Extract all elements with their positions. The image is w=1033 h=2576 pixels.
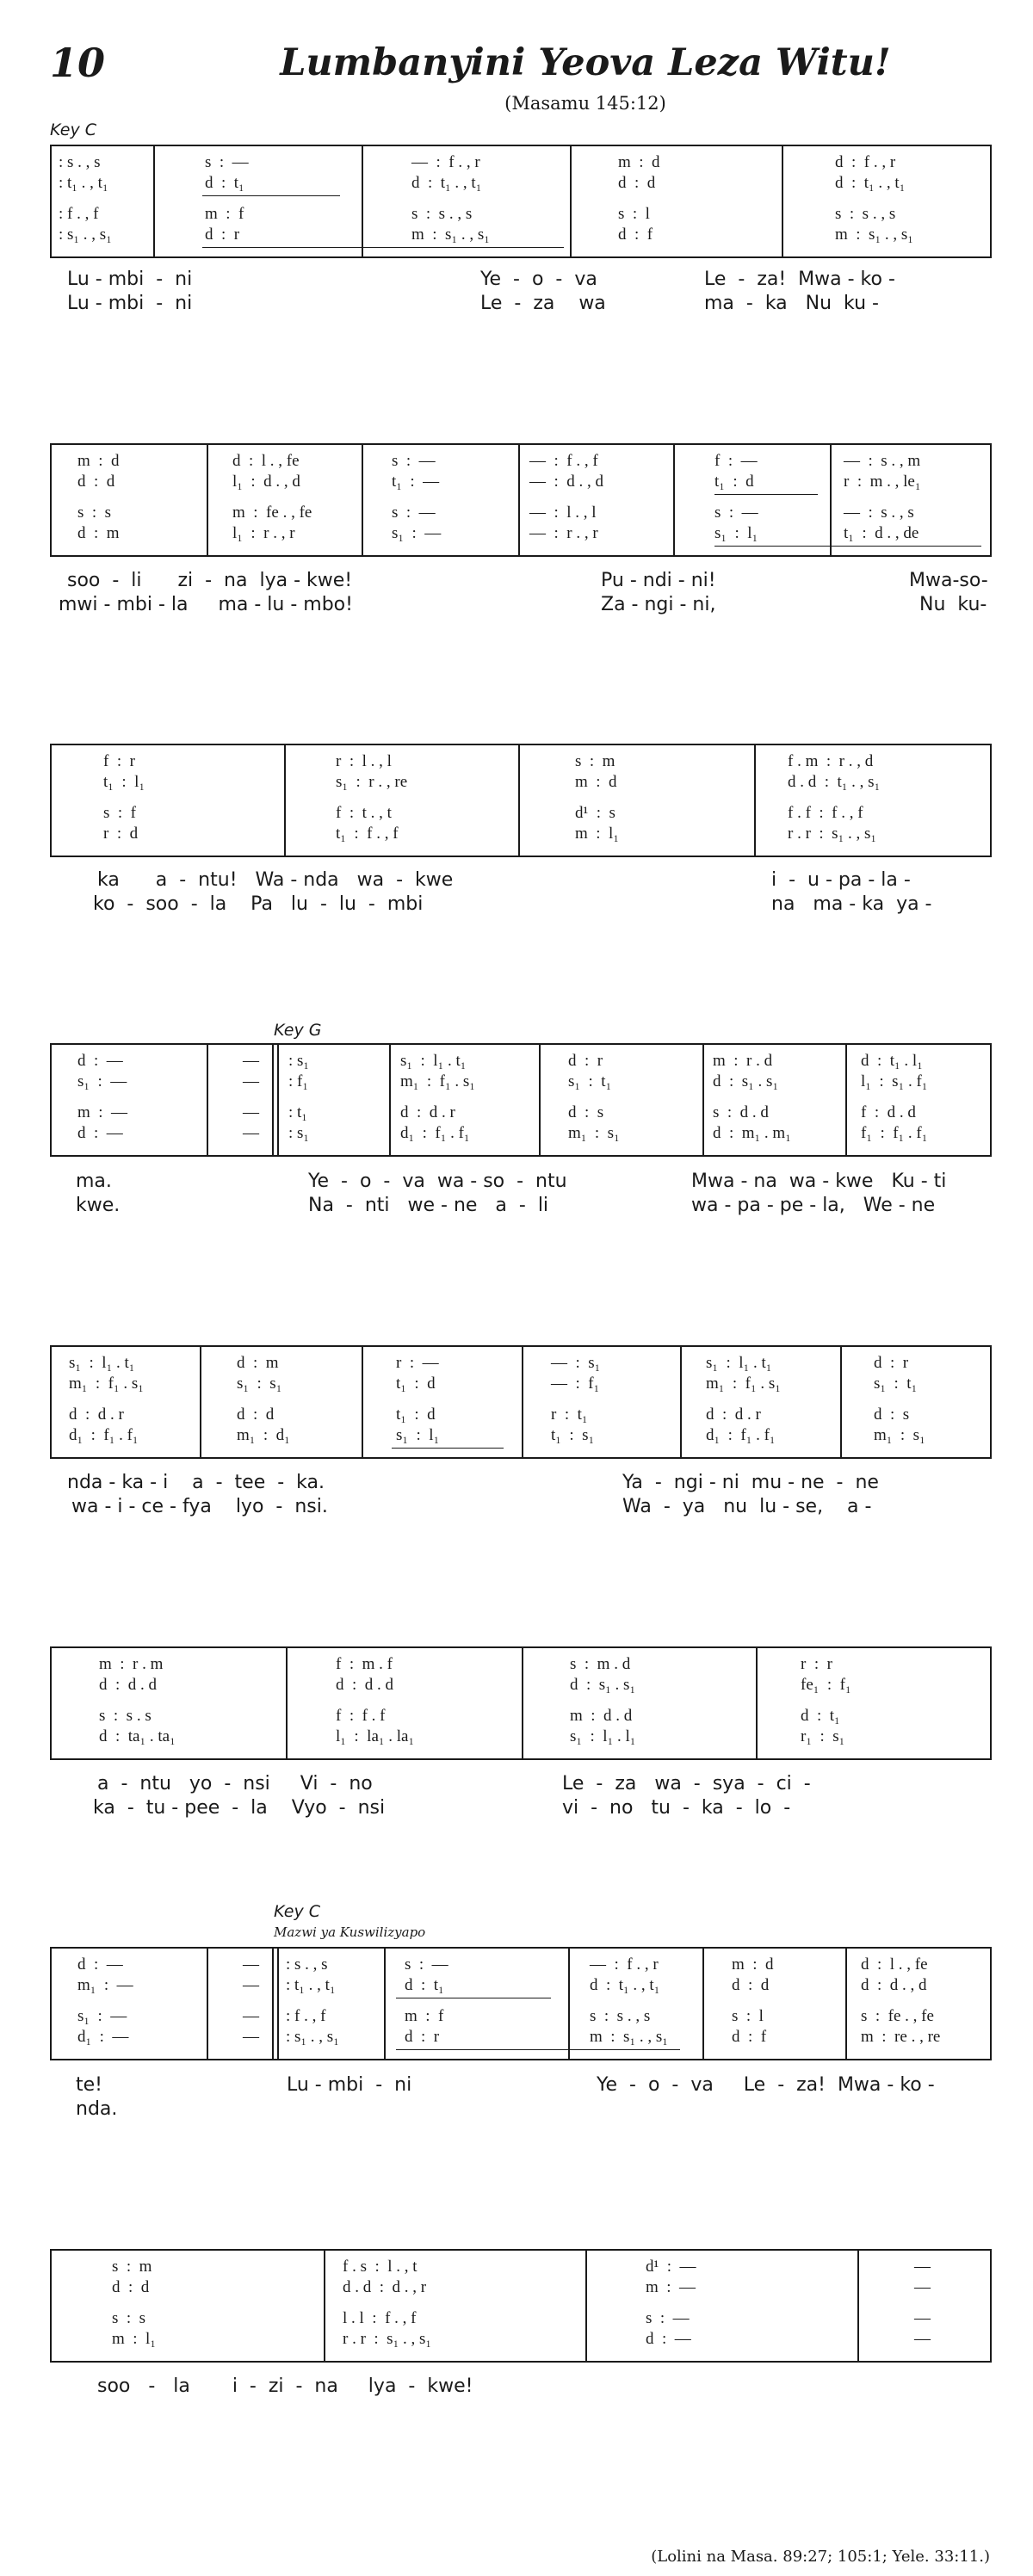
lyric-line: nda - ka - i a - tee - ka. Ya - ngi - ni mu - ne - ne — [67, 1472, 879, 1493]
key-signature: Key G — [274, 1021, 322, 1040]
lyric-line: wa - i - ce - fya lyo - nsi. Wa - ya nu lu - se, a - — [71, 1496, 872, 1517]
lyric-line: te! Lu - mbi - ni Ye - o - va Le - za! Mwa - ko - — [76, 2074, 935, 2096]
lyric-line: soo - la i - zi - na lya - kwe! — [97, 2375, 473, 2397]
music-staff: d : — — : s₁ s₁ : l₁ . t₁ d : r m : r . d d : t₁ . l₁ s₁ : — — : f₁ m₁ : f₁ . s₁ s₁ : t₁ d : s₁ . s₁ l₁ : s₁ . f₁ m : — — : t₁ d : d . r d : s s : d . d f : d . d d : — — : s₁ d₁ : f₁ . f₁ m₁ : s₁ d : m₁ . m₁ f₁ : f₁ . f₁ — [50, 1043, 992, 1157]
scripture-reference: (Masamu 145:12) — [504, 93, 666, 114]
lyric-line: ka - tu - pee - la Vyo - nsi vi - no tu - ka - lo - — [93, 1797, 791, 1819]
footer-references: (Lolini na Masa. 89:27; 105:1; Yele. 33:11.) — [651, 2548, 990, 2566]
lyric-line: a - ntu yo - nsi Vi - no Le - za wa - sya - ci - — [97, 1773, 811, 1795]
hymn-number: 10 — [50, 40, 106, 86]
lyric-line: Lu - mbi - ni Le - za wa ma - ka Nu ku - — [67, 293, 879, 314]
lyric-line: soo - li zi - na lya - kwe! Pu - ndi - ni! Mwa-so- — [67, 570, 988, 591]
lyric-line: ma. Ye - o - va wa - so - ntu Mwa - na wa - kwe Ku - ti — [76, 1171, 947, 1192]
hymn-title: Lumbanyini Yeova Leza Witu! — [280, 41, 891, 84]
music-staff: s₁ : l₁ . t₁ d : m r : — — : s₁ s₁ : l₁ . t₁ d : r m₁ : f₁ . s₁ s₁ : s₁ t₁ : d — : f₁ m₁ : f₁ . s₁ s₁ : t₁ d : d . r d : d t₁ : d r : t₁ d : d . r d : s d₁ : f₁ . f₁ m₁ : d₁ s₁ : l₁ t₁ : s₁ d₁ : f₁ . f₁ m₁ : s₁ — [50, 1345, 992, 1459]
lyric-line: mwi - mbi - la ma - lu - mbo! Za - ngi - ni, Nu ku- — [59, 594, 987, 615]
lyric-line: kwe. Na - nti we - ne a - li wa - pa - pe - la, We - ne — [76, 1195, 936, 1216]
music-staff: m : d d : l . , fe s : — — : f . , f f : — — : s . , m d : d l₁ : d . , d t₁ : — — : d . , d t₁ : d r : m . , le₁ s : s m : fe . , fe s : — — : l . , l s : — — : s . , s d : m l₁ : r . , r s₁ : — — : r . , r s₁ : l₁ t₁ : d . , de — [50, 443, 992, 557]
lyric-line: ko - soo - la Pa lu - lu - mbi na ma - ka ya - — [93, 893, 932, 915]
key-signature: Key C — [274, 1902, 321, 1921]
music-staff: f : r r : l . , l s : m f . m : r . , d t₁ : l₁ s₁ : r . , re m : d d . d : t₁ . , s₁ s : f f : t . , t d¹ : s f . f : f . , f r : d t₁ : f . , f m : l₁ r . r : s₁ . , s₁ — [50, 744, 992, 857]
music-staff: m : r . m f : m . f s : m . d r : r d : d . d d : d . d d : s₁ . s₁ fe₁ : f₁ s : s . s f : f . f m : d . d d : t₁ d : ta₁ . ta₁ l₁ : la₁ . la₁ s₁ : l₁ . l₁ r₁ : s₁ — [50, 1646, 992, 1760]
lyric-line: Lu - mbi - ni Ye - o - va Le - za! Mwa - ko - — [67, 269, 895, 290]
key-signature: Key C — [50, 120, 97, 139]
music-staff: s : m f . s : l . , t d¹ : — — d : d d . d : d . , r m : — — s : s l . l : f . , f s : — — m : l₁ r . r : s₁ . , s₁ d : — — — [50, 2249, 992, 2363]
lyric-line: ka a - ntu! Wa - nda wa - kwe i - u - pa - la - — [97, 869, 911, 891]
music-staff: : s . , s s : — — : f . , r m : d d : f . , r : t₁ . , t₁ d : t₁ d : t₁ . , t₁ d : d d : t₁ . , t₁ : f . , f m : f s : s . , s s : l s : s . , s : s₁ . , s₁ d : r m : s₁ . , s₁ d : f m : s₁ . , s₁ — [50, 145, 992, 258]
lyric-line: nda. — [76, 2098, 118, 2120]
key-note: Mazwi ya Kuswilizyapo — [274, 1924, 426, 1940]
music-staff: d : — — : s . , s s : — — : f . , r m : d d : l . , fe m₁ : — — : t₁ . , t₁ d : t₁ d : t₁ . , t₁ d : d d : d . , d s₁ : — — : f . , f m : f s : s . , s s : l s : fe . , fe d₁ : — — : s₁ . , s₁ d : r m : s₁ . , s₁ d : f m : re . , re — [50, 1947, 992, 2060]
